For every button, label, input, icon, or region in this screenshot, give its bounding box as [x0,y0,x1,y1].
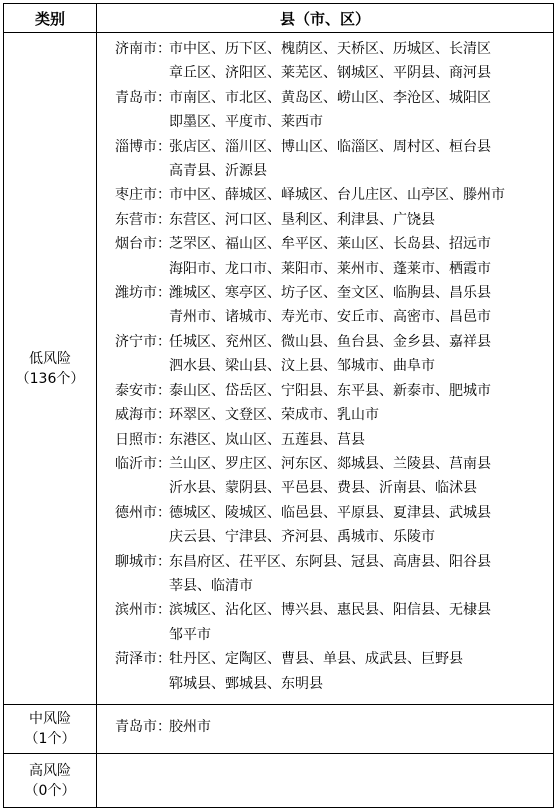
city-name: 枣庄市： [115,187,171,204]
city-name: 青岛市： [115,89,171,106]
city-group [115,183,547,207]
county-line: 市南区、市北区、黄岛区、崂山区、李沧区、城阳区 [169,89,491,106]
county-line: 邹平市 [169,626,211,643]
low-risk-category [4,33,97,705]
risk-classification-table [3,3,554,808]
high-risk-count: （0个） [24,782,76,799]
city-group [115,598,547,647]
county-line: 牡丹区、定陶区、曹县、单县、成武县、巨野县 [169,651,463,668]
county-list [169,550,547,599]
county-list [169,403,547,427]
county-list [169,232,547,281]
high-risk-regions [97,754,554,808]
county-line: 沂水县、蒙阴县、平邑县、费县、沂南县、临沭县 [169,480,477,497]
county-line: 庆云县、宁津县、齐河县、禹城市、乐陵市 [169,529,435,546]
low-risk-count: （136个） [15,370,85,387]
city-group [115,379,547,403]
county-line: 市中区、历下区、槐荫区、天桥区、历城区、长清区 [169,41,491,57]
city-group [115,330,547,379]
county-line: 即墨区、平度市、莱西市 [169,114,323,131]
county-line: 芝罘区、福山区、牟平区、莱山区、长岛县、招远市 [169,236,491,253]
county-line: 张店区、淄川区、博山区、临淄区、周村区、桓台县 [169,138,491,155]
city-name: 日照市： [115,431,171,448]
city-name: 威海市： [115,407,171,424]
city-name: 滨州市： [115,602,171,619]
county-list [169,37,547,86]
county-list [169,208,547,232]
county-list [169,501,547,550]
county-list [169,379,547,403]
city-name: 青岛市： [115,719,171,736]
county-line: 海阳市、龙口市、莱阳市、莱州市、蓬莱市、栖霞市 [169,260,491,277]
county-line: 东营区、河口区、垦利区、利津县、广饶县 [169,211,435,228]
city-group [115,501,547,550]
county-line: 市中区、薛城区、峄城区、台儿庄区、山亭区、滕州市 [169,187,505,204]
city-group [115,428,547,452]
county-list [169,452,547,501]
county-line: 青州市、诸城市、寿光市、安丘市、高密市、昌邑市 [169,309,491,326]
city-name: 德州市： [115,504,171,521]
medium-risk-count: （1个） [24,731,76,747]
city-group [115,232,547,281]
county-line: 高青县、沂源县 [169,163,267,180]
county-line: 胶州市 [169,719,211,736]
county-line: 泗水县、梁山县、汶上县、邹城市、曲阜市 [169,358,435,375]
medium-risk-label: 中风险 [29,711,71,727]
county-list [169,330,547,379]
county-list [169,647,547,696]
county-line: 莘县、临清市 [169,577,253,594]
low-risk-row [4,33,554,705]
county-line: 德城区、陵城区、临邑县、平原县、夏津县、武城县 [169,504,491,521]
city-name: 济南市： [115,41,171,57]
county-list [169,598,547,647]
low-risk-label: 低风险 [29,350,71,367]
city-group [115,550,547,599]
city-name: 淄博市： [115,138,171,155]
medium-risk-regions [97,705,554,754]
county-list [169,428,547,452]
county-list [169,135,547,184]
city-group [115,647,547,696]
county-line: 潍城区、寒亭区、坊子区、奎文区、临朐县、昌乐县 [169,285,491,302]
county-list [169,86,547,135]
city-group [115,37,547,86]
county-line: 兰山区、罗庄区、河东区、郯城县、兰陵县、莒南县 [169,455,491,472]
county-line: 章丘区、济阳区、莱芜区、钢城区、平阴县、商河县 [169,65,491,82]
county-line: 任城区、兖州区、微山县、鱼台县、金乡县、嘉祥县 [169,333,491,350]
high-risk-category [4,754,97,808]
header-category: 类别 [4,4,97,33]
county-line: 滨城区、沾化区、博兴县、惠民县、阳信县、无棣县 [169,602,491,619]
city-group [115,86,547,135]
city-name: 济宁市： [115,333,171,350]
city-group [115,281,547,330]
city-name: 东营市： [115,211,171,228]
county-list [169,281,547,330]
high-risk-label: 高风险 [29,762,71,779]
medium-risk-category [4,705,97,754]
county-line: 郓城县、鄄城县、东明县 [169,675,323,692]
city-group [115,135,547,184]
city-name: 潍坊市： [115,285,171,302]
medium-risk-row [4,705,554,754]
city-group [115,715,547,739]
county-list [169,715,547,739]
header-row [4,4,554,33]
county-list [169,183,547,207]
city-name: 菏泽市： [115,651,171,668]
city-name: 临沂市： [115,455,171,472]
city-group [115,403,547,427]
county-line: 东昌府区、茌平区、东阿县、冠县、高唐县、阳谷县 [169,553,491,570]
city-name: 聊城市： [115,553,171,570]
high-risk-row [4,754,554,808]
low-risk-regions [97,33,554,705]
city-name: 烟台市： [115,236,171,253]
city-name: 泰安市： [115,382,171,399]
county-line: 东港区、岚山区、五莲县、莒县 [169,431,365,448]
county-line: 泰山区、岱岳区、宁阳县、东平县、新泰市、肥城市 [169,382,491,399]
city-group [115,208,547,232]
city-group [115,452,547,501]
header-counties: 县（市、区） [97,4,554,33]
county-line: 环翠区、文登区、荣成市、乳山市 [169,407,379,424]
